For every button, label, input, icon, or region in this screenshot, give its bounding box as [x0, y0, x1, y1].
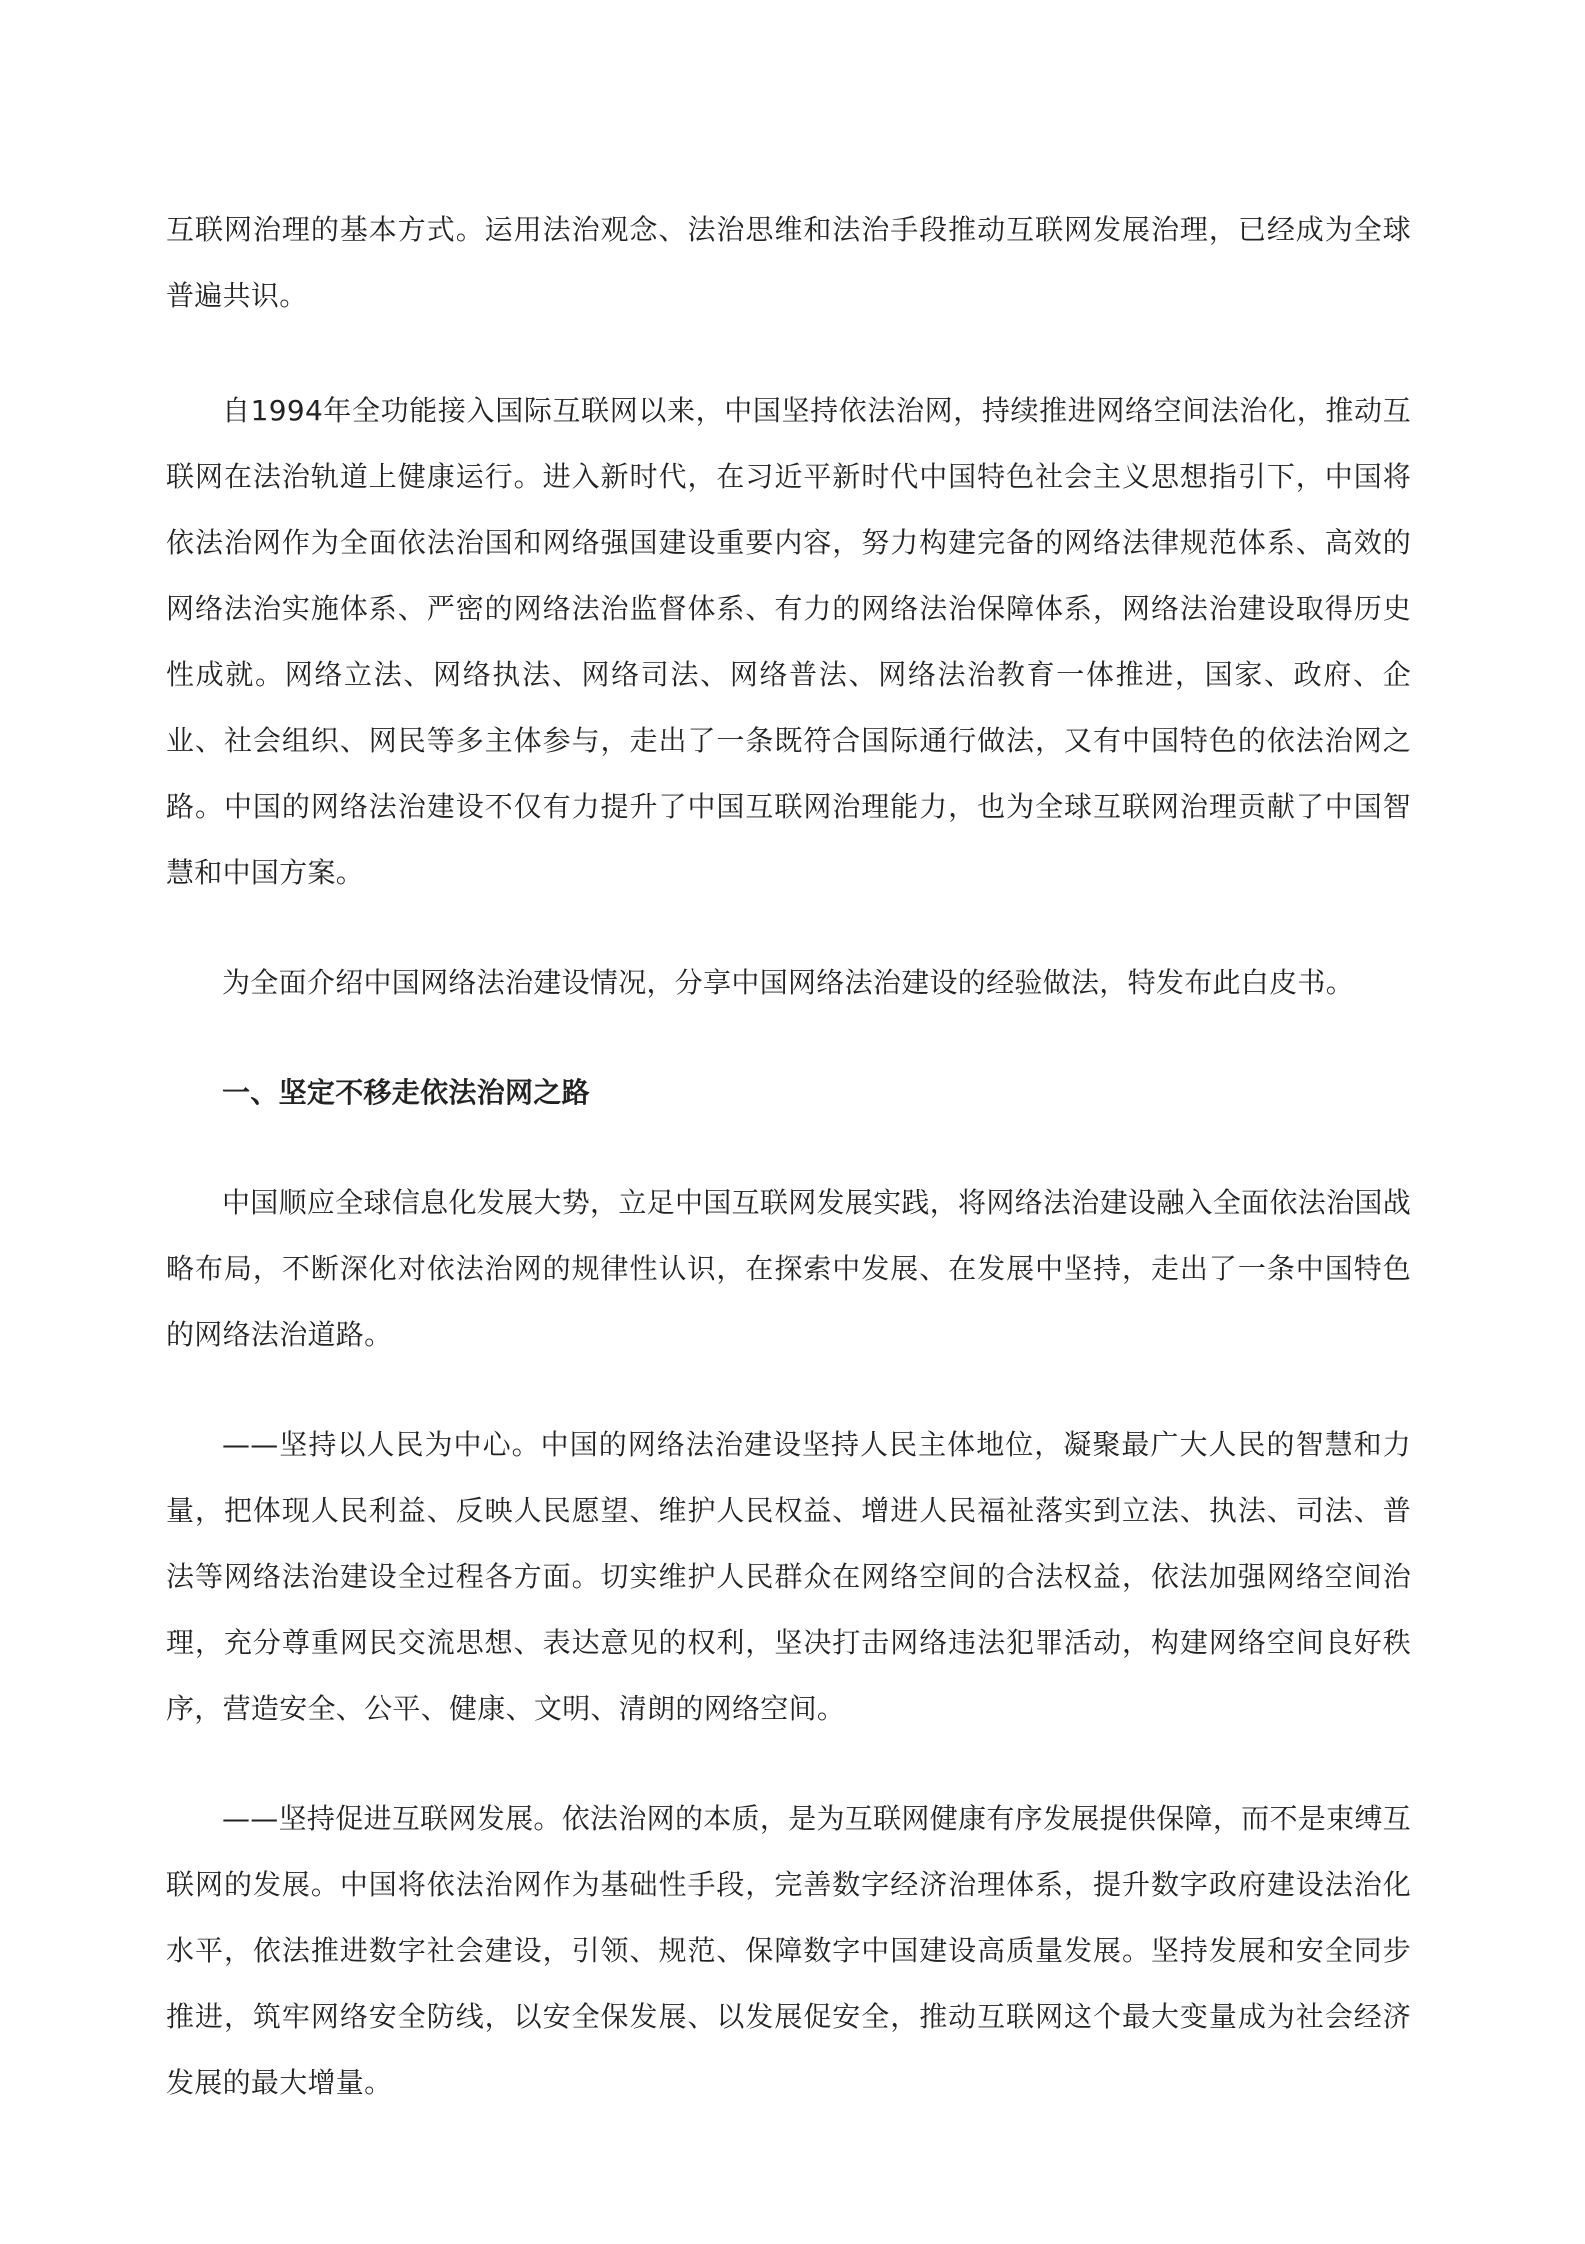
section-heading: 一、坚定不移走依法治网之路	[222, 1076, 590, 1109]
paragraph-people-centered: ——坚持以人民为中心。中国的网络法治建设坚持人民主体地位，凝聚最广大人民的智慧和力量，把体现人民利益、反映人民愿望、维护人民权益、增进人民福祉落实到立法、执法、司法、普法等网络法治建设全过程各方面。切实维护人民群众在网络空间的合法权益，依法加强网络空间治理，充分尊重网民交流思想、表达意见的权利，坚决打击网络违法犯罪活动，构建网络空间良好秩序，营造安全、公平、健康、文明、清朗的网络空间。	[166, 1428, 1411, 1725]
paragraph-continuation: 互联网治理的基本方式。运用法治观念、法治思维和法治手段推动互联网发展治理，已经成为全球普遍共识。	[166, 213, 1411, 312]
paragraph-history: 自1994年全功能接入国际互联网以来，中国坚持依法治网，持续推进网络空间法治化，推动互联网在法治轨道上健康运行。进入新时代，在习近平新时代中国特色社会主义思想指引下，中国将依法治网作为全面依法治国和网络强国建设重要内容，努力构建完备的网络法律规范体系、高效的网络法治实施体系、严密的网络法治监督体系、有力的网络法治保障体系，网络法治建设取得历史性成就。网络立法、网络执法、网络司法、网络普法、网络法治教育一体推进，国家、政府、企业、社会组织、网民等多主体参与，走出了一条既符合国际通行做法，又有中国特色的依法治网之路。中国的网络法治建设不仅有力提升了中国互联网治理能力，也为全球互联网治理贡献了中国智慧和中国方案。	[166, 394, 1411, 889]
paragraph-purpose: 为全面介绍中国网络法治建设情况，分享中国网络法治建设的经验做法，特发布此白皮书。	[222, 966, 1355, 999]
paragraph-section-intro: 中国顺应全球信息化发展大势，立足中国互联网发展实践，将网络法治建设融入全面依法治国战略布局，不断深化对依法治网的规律性认识，在探索中发展、在发展中坚持，走出了一条中国特色的网络法治道路。	[166, 1186, 1411, 1351]
document-page	[166, 197, 1411, 2116]
paragraph-promote-development: ——坚持促进互联网发展。依法治网的本质，是为互联网健康有序发展提供保障，而不是束缚互联网的发展。中国将依法治网作为基础性手段，完善数字经济治理体系，提升数字政府建设法治化水平，依法推进数字社会建设，引领、规范、保障数字中国建设高质量发展。坚持发展和安全同步推进，筑牢网络安全防线，以安全保发展、以发展促安全，推动互联网这个最大变量成为社会经济发展的最大增量。	[166, 1802, 1411, 2099]
